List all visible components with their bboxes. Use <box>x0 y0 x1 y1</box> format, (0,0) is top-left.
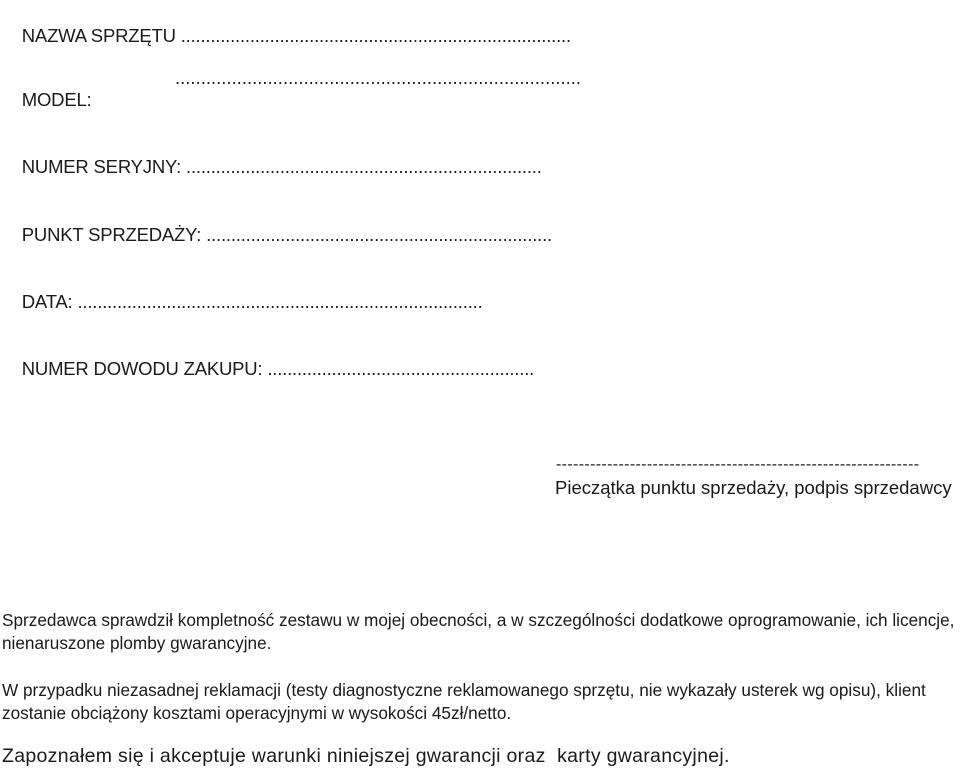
field-model-dots: ............................................................................... <box>175 67 582 88</box>
field-serial-number-dots: ........................................................................ <box>181 156 542 177</box>
field-serial-number <box>2 134 542 200</box>
field-serial-number-label: NUMER SERYJNY: <box>21 156 182 177</box>
statement-completeness: Sprzedawca sprawdził kompletność zestawu w mojej obecności, a w szczególności dodatkowe oprogramowanie, ich licencje, nienaruszone plomby gwarancyjne. <box>2 610 955 653</box>
field-purchase-proof-number <box>2 336 534 402</box>
field-point-of-sale-dots: ...................................................................... <box>201 224 552 245</box>
field-equipment-name-label: NAZWA SPRZĘTU <box>21 25 176 46</box>
signature-caption: Pieczątka punktu sprzedaży, podpis sprzedawcy <box>555 477 952 498</box>
field-equipment-name <box>2 3 571 69</box>
field-purchase-proof-number-dots: ...................................................... <box>262 358 535 379</box>
field-date-label: DATA: <box>21 291 73 312</box>
acceptance-statement: Zapoznałem się i akceptuje warunki niniejszej gwarancji oraz karty gwarancyjnej. <box>2 745 730 767</box>
field-equipment-name-dots: ............................................................................... <box>175 25 571 46</box>
field-point-of-sale-label: PUNKT SPRZEDAŻY: <box>21 224 202 245</box>
field-point-of-sale <box>2 202 552 268</box>
field-model-label: MODEL: <box>21 89 92 110</box>
statement-unjustified-complaint: W przypadku niezasadnej reklamacji (testy diagnostyczne reklamowanego sprzętu, nie wykazały usterek wg opisu), klient zostanie obciążony kosztami operacyjnymi w wysokości 45zł/netto. <box>2 680 926 723</box>
field-model <box>2 67 582 133</box>
field-purchase-proof-number-label: NUMER DOWODU ZAKUPU: <box>21 358 263 379</box>
field-date-dots: .................................................................................. <box>72 291 483 312</box>
field-date <box>2 269 483 335</box>
signature-line: ---------------------------------------------------------------- <box>556 456 920 473</box>
